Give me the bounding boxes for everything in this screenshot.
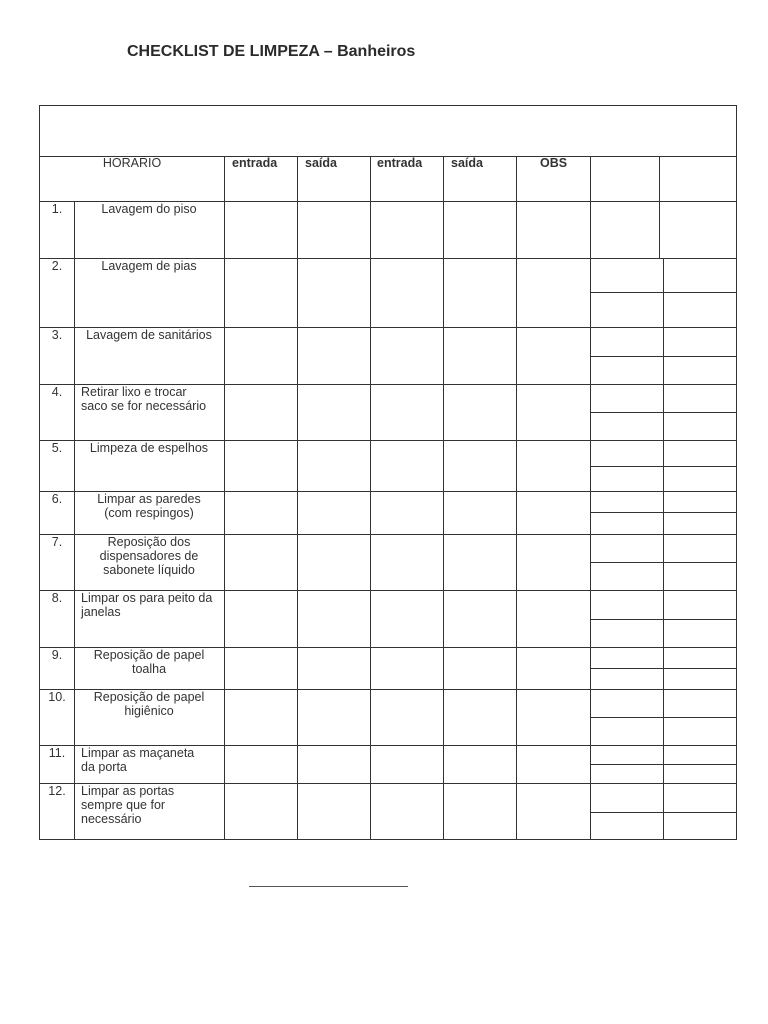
sub-cell-divider	[590, 562, 737, 563]
item-label: Limpar os para peito da janelas	[81, 591, 213, 619]
column-divider	[516, 201, 517, 840]
item-label: Limpar as maçaneta da porta	[81, 746, 195, 774]
item-label: Limpar as paredes (com respingos)	[97, 492, 201, 520]
item-label: Lavagem de sanitários	[86, 328, 212, 342]
sub-cell-divider	[590, 292, 737, 293]
header-column-divider	[516, 156, 517, 201]
sub-cell-divider	[590, 466, 737, 467]
item-number: 1.	[51, 202, 63, 216]
item-number: 6.	[51, 492, 63, 506]
item-number: 7.	[51, 535, 63, 549]
item-label: Reposição de papel toalha	[93, 648, 205, 676]
header-column-divider	[224, 156, 225, 201]
column-divider	[370, 201, 371, 840]
item-number: 5.	[51, 441, 63, 455]
item-number: 10.	[48, 690, 66, 704]
item-label: Reposição de papel higiênico	[93, 690, 205, 718]
document-title: CHECKLIST DE LIMPEZA – Banheiros	[127, 43, 416, 60]
item-number: 3.	[51, 328, 63, 342]
sub-cell-divider	[590, 717, 737, 718]
item-label: Reposição dos dispensadores de sabonete líquido	[99, 535, 199, 577]
header-column-1: entrada	[232, 156, 278, 170]
sub-cell-divider	[590, 812, 737, 813]
item-number: 11.	[48, 746, 66, 760]
column-divider	[659, 201, 660, 258]
item-label: Lavagem de pias	[101, 259, 197, 273]
header-column-divider	[370, 156, 371, 201]
header-column-divider	[659, 156, 660, 201]
sub-cell-divider	[590, 412, 737, 413]
item-number: 8.	[51, 591, 63, 605]
column-divider	[590, 201, 591, 840]
header-column-divider	[590, 156, 591, 201]
header-column-2: saída	[305, 156, 337, 170]
column-divider	[443, 201, 444, 840]
item-label: Limpeza de espelhos	[89, 441, 209, 455]
sub-cell-divider	[590, 668, 737, 669]
item-number: 2.	[51, 259, 63, 273]
number-column-divider	[74, 201, 75, 840]
signature-line	[249, 886, 408, 887]
header-column-5: OBS	[540, 156, 568, 170]
item-number: 12.	[48, 784, 66, 798]
item-label: Retirar lixo e trocar saco se for necessário	[81, 385, 207, 413]
sub-cell-divider	[590, 764, 737, 765]
item-number: 9.	[51, 648, 63, 662]
column-divider	[663, 258, 664, 840]
item-label: Limpar as portas sempre que for necessário	[81, 784, 175, 826]
header-column-3: entrada	[377, 156, 423, 170]
sub-cell-divider	[590, 619, 737, 620]
header-column-divider	[297, 156, 298, 201]
header-horario: HORARIO	[102, 156, 162, 170]
sub-cell-divider	[590, 512, 737, 513]
column-divider	[297, 201, 298, 840]
item-number: 4.	[51, 385, 63, 399]
column-divider	[224, 201, 225, 840]
sub-cell-divider	[590, 356, 737, 357]
header-column-4: saída	[451, 156, 483, 170]
header-column-divider	[443, 156, 444, 201]
item-label: Lavagem do piso	[101, 202, 197, 216]
